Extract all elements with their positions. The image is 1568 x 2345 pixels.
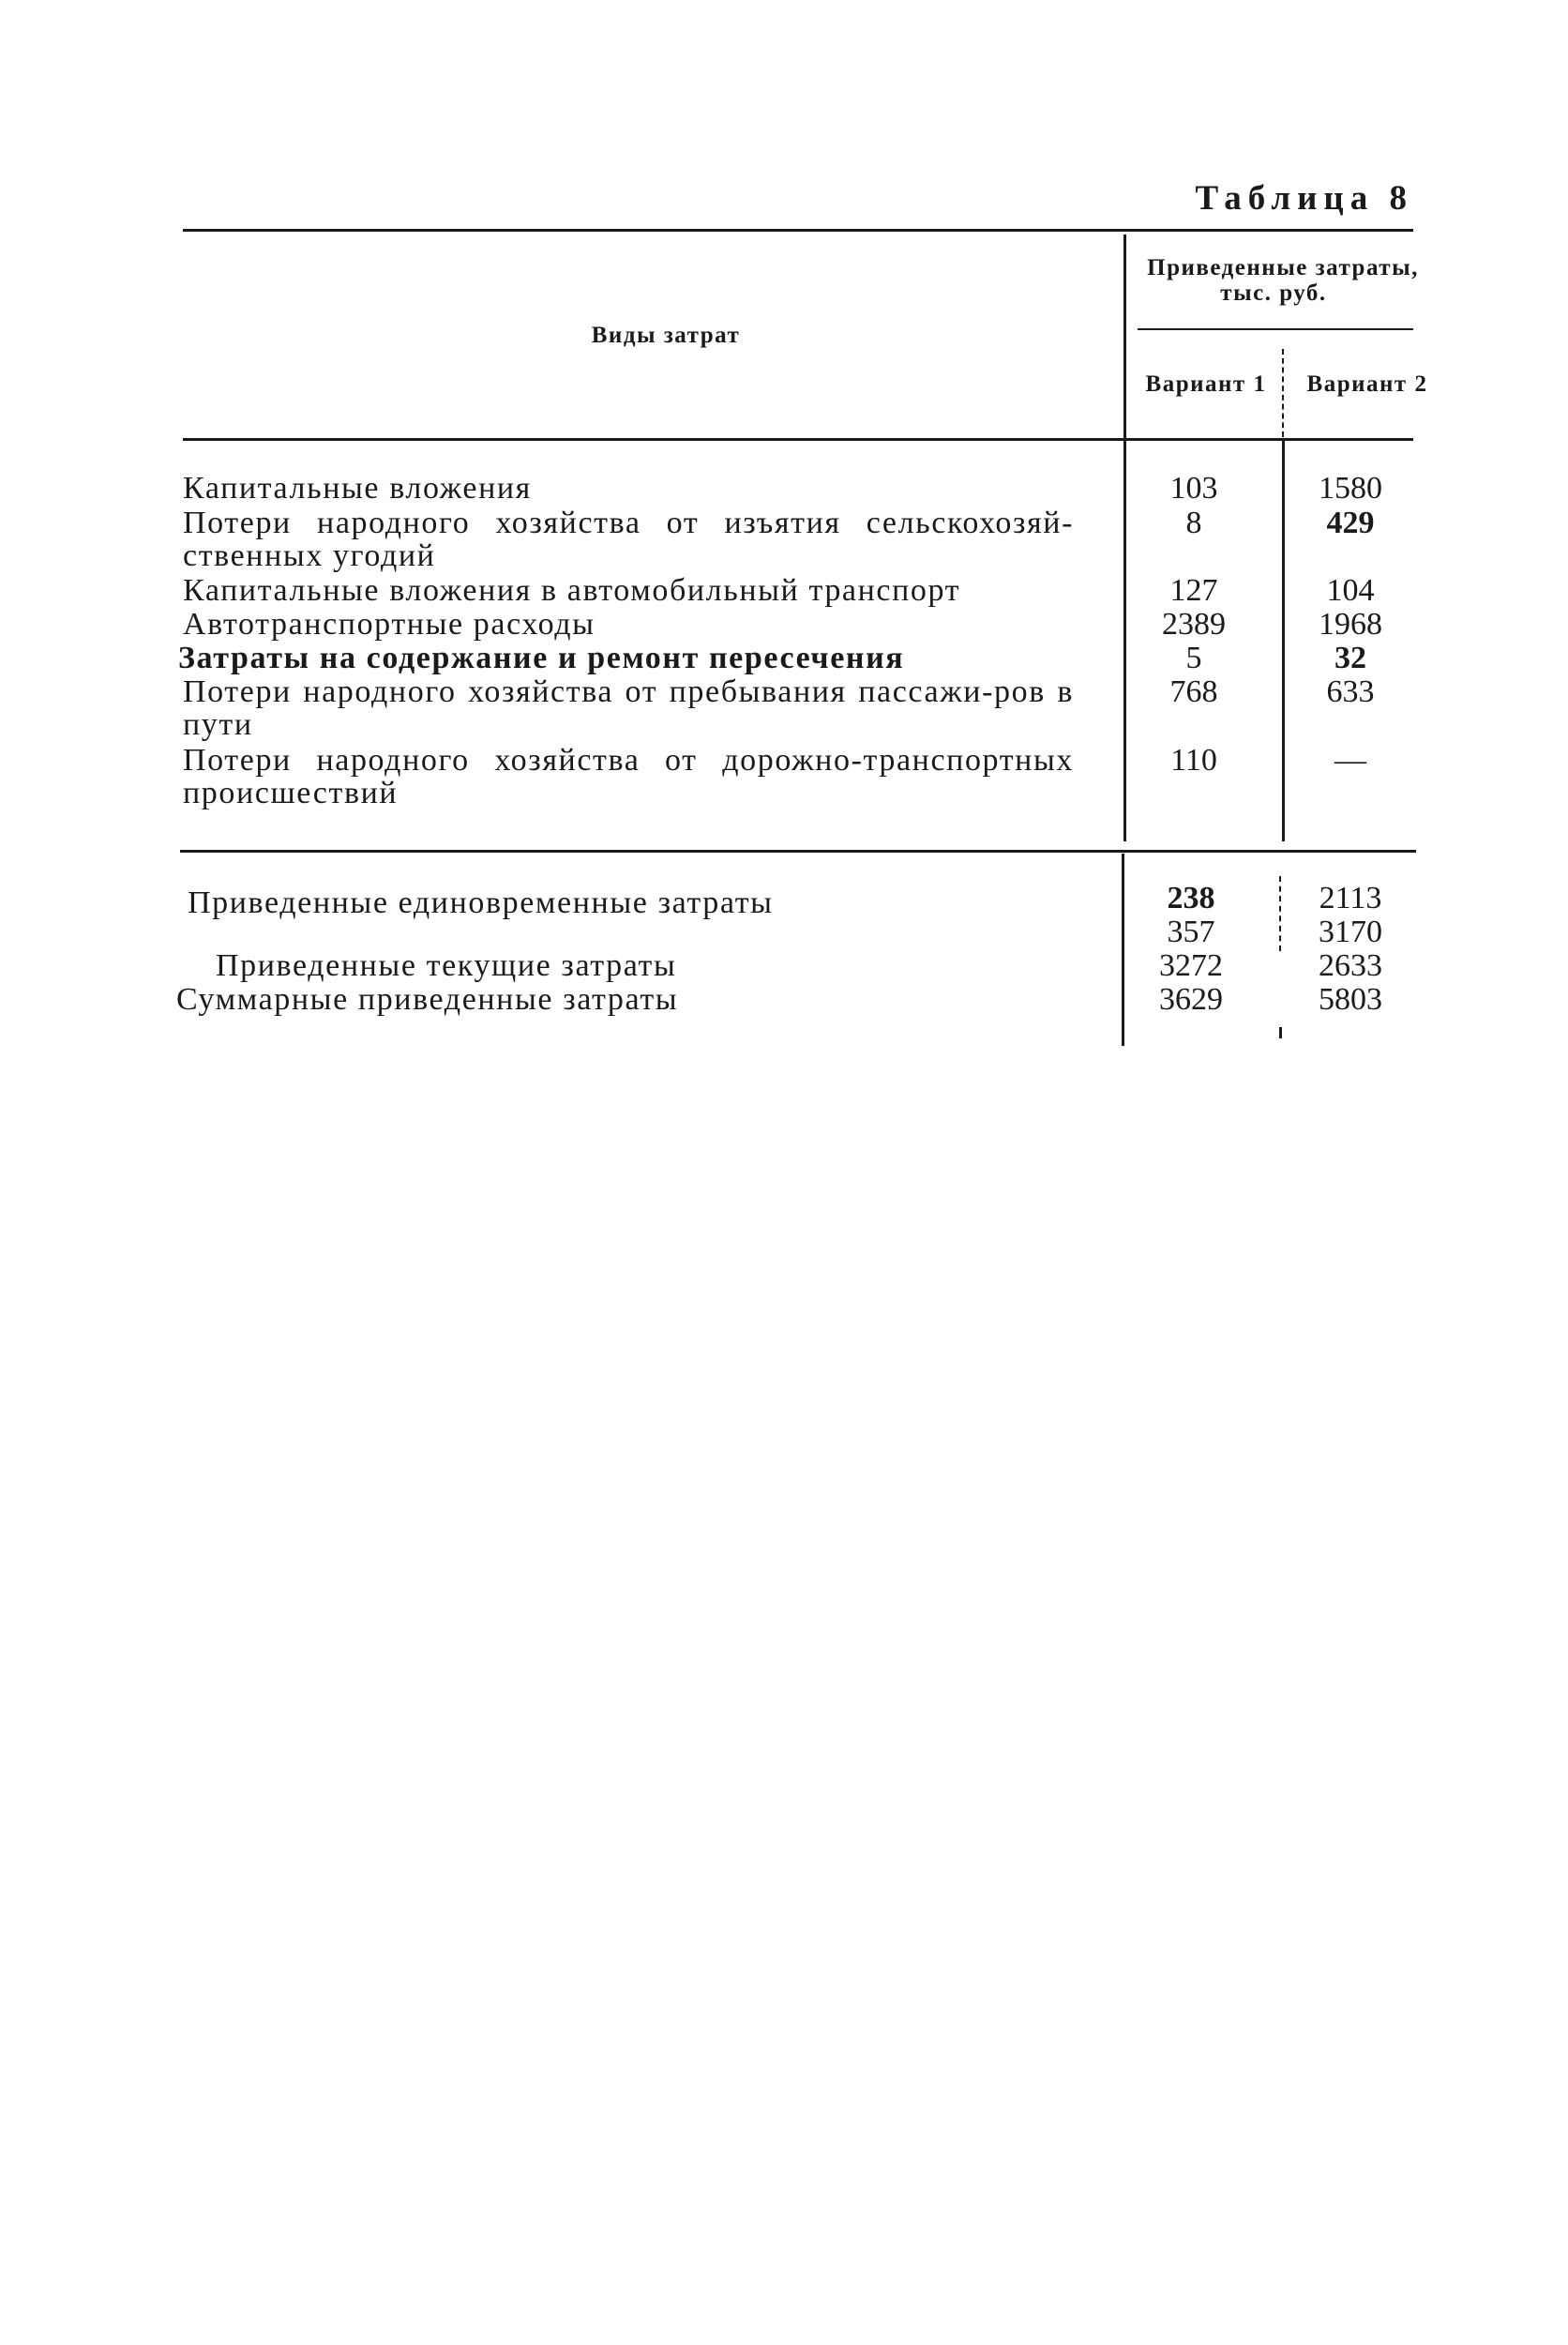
row-value-variant-1: 8 <box>1185 506 1202 540</box>
table-top-rule <box>183 229 1413 232</box>
row-value-variant-2: 1968 <box>1319 607 1382 642</box>
row-label: Потери народного хозяйства от пребывания пассажи-ров в пути <box>183 674 1074 742</box>
totals-current-variant-2: 2633 <box>1319 948 1382 983</box>
totals-divider-variants <box>1279 876 1281 951</box>
group-header-rule <box>1138 328 1413 330</box>
row-label: Потери народного хозяйства от дорожно-транспортных происшествий <box>183 743 1074 810</box>
row-value-variant-2: 1580 <box>1319 471 1382 506</box>
totals-one-time-variant-1: 238 <box>1167 881 1215 915</box>
totals-top-rule <box>180 850 1416 853</box>
row-value-variant-1: 768 <box>1169 674 1218 709</box>
totals-label-sum: Суммарные приведенные затраты <box>176 982 679 1017</box>
totals-extra-variant-2: 3170 <box>1319 915 1382 949</box>
row-label: Автотранспортные расходы <box>183 607 596 642</box>
row-value-variant-1: 110 <box>1170 743 1217 778</box>
totals-divider-tick <box>1279 1027 1282 1038</box>
totals-sum-variant-1: 3629 <box>1159 982 1223 1017</box>
header-bottom-rule <box>183 438 1413 441</box>
row-label: Потери народного хозяйства от изъятия сельскохозяй-ственных угодий <box>183 506 1074 573</box>
header-variant-divider <box>1282 349 1284 437</box>
row-value-variant-2: — <box>1334 743 1366 778</box>
column-divider-variants <box>1282 441 1285 841</box>
totals-label-current: Приведенные текущие затраты <box>216 948 677 983</box>
row-value-variant-1: 5 <box>1185 641 1202 675</box>
header-group-line1: Приведенные затраты, <box>1147 255 1419 280</box>
totals-sum-variant-2: 5803 <box>1319 982 1382 1017</box>
row-value-variant-2: 104 <box>1326 573 1375 608</box>
header-variant-1: Вариант 1 <box>1145 371 1267 397</box>
header-variant-2: Вариант 2 <box>1306 371 1428 397</box>
row-value-variant-2: 32 <box>1334 641 1366 675</box>
header-types-of-costs: Виды затрат <box>591 323 741 348</box>
row-label: Капитальные вложения <box>183 471 532 506</box>
table-caption: Таблица 8 <box>1195 179 1413 218</box>
totals-divider-left <box>1122 854 1124 1046</box>
row-value-variant-1: 103 <box>1169 471 1218 506</box>
column-divider-left <box>1123 234 1126 841</box>
totals-one-time-variant-2: 2113 <box>1319 881 1382 915</box>
totals-extra-variant-1: 357 <box>1167 915 1215 949</box>
row-value-variant-1: 127 <box>1169 573 1218 608</box>
row-value-variant-1: 2389 <box>1162 607 1226 642</box>
totals-label-one-time: Приведенные единовременные затраты <box>188 885 774 920</box>
header-group-line2: тыс. руб. <box>1220 280 1327 306</box>
row-value-variant-2: 633 <box>1326 674 1375 709</box>
row-label: Затраты на содержание и ремонт пересечения <box>178 641 905 675</box>
row-value-variant-2: 429 <box>1326 506 1375 540</box>
row-label: Капитальные вложения в автомобильный транспорт <box>183 573 961 608</box>
totals-current-variant-1: 3272 <box>1159 948 1223 983</box>
